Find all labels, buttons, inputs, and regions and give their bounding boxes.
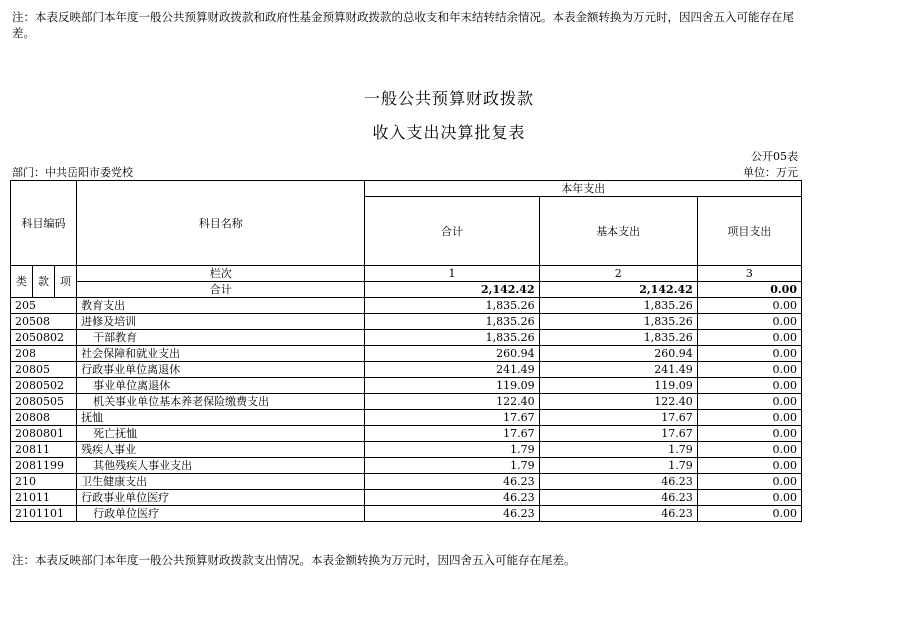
department-label: 部门：中共岳阳市委党校: [12, 166, 133, 179]
row-project: 0.00: [697, 506, 801, 522]
row-project: 0.00: [697, 362, 801, 378]
table-row: [11, 346, 802, 362]
row-project: 0.00: [697, 298, 801, 314]
row-total: 1.79: [365, 442, 539, 458]
row-name: 进修及培训: [77, 314, 365, 330]
row-total: 17.67: [365, 426, 539, 442]
table-row: [11, 442, 802, 458]
row-project: 0.00: [697, 394, 801, 410]
row-project: 0.00: [697, 474, 801, 490]
row-code: 20805: [11, 362, 77, 378]
row-basic: 1,835.26: [539, 314, 697, 330]
category-kuan: 款: [33, 266, 55, 298]
row-project: 0.00: [697, 410, 801, 426]
row-code: 20808: [11, 410, 77, 426]
table-row: [11, 490, 802, 506]
row-project: 0.00: [697, 490, 801, 506]
subject-name-header: 科目名称: [77, 181, 365, 266]
row-total: 46.23: [365, 506, 539, 522]
row-basic: 1,835.26: [539, 298, 697, 314]
row-code: 20508: [11, 314, 77, 330]
row-basic: 46.23: [539, 474, 697, 490]
row-basic: 1.79: [539, 442, 697, 458]
row-basic: 1,835.26: [539, 330, 697, 346]
row-total: 1,835.26: [365, 314, 539, 330]
table-row: [11, 394, 802, 410]
table-row: [11, 506, 802, 522]
row-total: 46.23: [365, 474, 539, 490]
row-name: 社会保障和就业支出: [77, 346, 365, 362]
row-total: 1,835.26: [365, 330, 539, 346]
row-name: 其他残疾人事业支出: [77, 458, 365, 474]
row-total: 17.67: [365, 410, 539, 426]
row-project: 0.00: [697, 346, 801, 362]
header-row-1: [11, 181, 802, 197]
total-row-label: 合计: [77, 282, 365, 298]
row-project: 0.00: [697, 442, 801, 458]
table-row: [11, 378, 802, 394]
row-code: 2050802: [11, 330, 77, 346]
row-total: 241.49: [365, 362, 539, 378]
basic-header: 基本支出: [539, 197, 697, 266]
row-name: 行政单位医疗: [77, 506, 365, 522]
table-row: [11, 330, 802, 346]
row-total: 122.40: [365, 394, 539, 410]
column-index-2: 2: [539, 266, 697, 282]
row-total: 1,835.26: [365, 298, 539, 314]
row-basic: 1.79: [539, 458, 697, 474]
total-row-project: 0.00: [697, 282, 801, 298]
row-total: 119.09: [365, 378, 539, 394]
total-row-basic: 2,142.42: [539, 282, 697, 298]
table-row: [11, 298, 802, 314]
row-code: 2080505: [11, 394, 77, 410]
category-xiang: 项: [55, 266, 77, 298]
row-code: 205: [11, 298, 77, 314]
table-row: [11, 458, 802, 474]
table-row: [11, 362, 802, 378]
row-project: 0.00: [697, 458, 801, 474]
table-row: [11, 314, 802, 330]
column-index-3: 3: [697, 266, 801, 282]
table-row: [11, 410, 802, 426]
column-index-label: 栏次: [77, 266, 365, 282]
report-subtitle: 收入支出决算批复表: [372, 123, 526, 142]
row-name: 抚恤: [77, 410, 365, 426]
row-total: 46.23: [365, 490, 539, 506]
row-total: 260.94: [365, 346, 539, 362]
category-lei: 类: [11, 266, 33, 298]
row-basic: 46.23: [539, 490, 697, 506]
row-code: 20811: [11, 442, 77, 458]
column-index-row: [11, 266, 802, 282]
row-basic: 241.49: [539, 362, 697, 378]
row-total: 1.79: [365, 458, 539, 474]
row-code: 2080502: [11, 378, 77, 394]
total-row-total: 2,142.42: [365, 282, 539, 298]
row-project: 0.00: [697, 426, 801, 442]
row-code: 2101101: [11, 506, 77, 522]
project-header: 项目支出: [697, 197, 801, 266]
row-basic: 122.40: [539, 394, 697, 410]
subject-code-header: 科目编码: [11, 181, 77, 266]
row-code: 21011: [11, 490, 77, 506]
row-code: 2080801: [11, 426, 77, 442]
row-project: 0.00: [697, 314, 801, 330]
row-basic: 46.23: [539, 506, 697, 522]
row-basic: 260.94: [539, 346, 697, 362]
row-name: 教育支出: [77, 298, 365, 314]
table-row: [11, 426, 802, 442]
report-title: 一般公共预算财政拨款: [363, 89, 534, 108]
row-name: 机关事业单位基本养老保险缴费支出: [77, 394, 365, 410]
total-header: 合计: [365, 197, 539, 266]
row-name: 行政事业单位医疗: [77, 490, 365, 506]
row-code: 208: [11, 346, 77, 362]
row-name: 卫生健康支出: [77, 474, 365, 490]
row-name: 行政事业单位离退休: [77, 362, 365, 378]
row-name: 残疾人事业: [77, 442, 365, 458]
column-index-1: 1: [365, 266, 539, 282]
table-row: [11, 474, 802, 490]
row-code: 2081199: [11, 458, 77, 474]
row-basic: 119.09: [539, 378, 697, 394]
row-name: 事业单位离退休: [77, 378, 365, 394]
row-basic: 17.67: [539, 426, 697, 442]
row-name: 死亡抚恤: [77, 426, 365, 442]
row-code: 210: [11, 474, 77, 490]
row-name: 干部教育: [77, 330, 365, 346]
unit-label: 单位：万元: [743, 166, 798, 179]
year-expenditure-header: 本年支出: [365, 181, 802, 197]
form-code: 公开05表: [751, 150, 798, 163]
top-note: 注：本表反映部门本年度一般公共预算财政拨款和政府性基金预算财政拨款的总收支和年末结转结余情况。本表金额转换为万元时，因四舍五入可能存在尾差。: [12, 10, 794, 40]
total-row: [11, 282, 802, 298]
row-project: 0.00: [697, 378, 801, 394]
expenditure-table: [10, 180, 802, 522]
row-project: 0.00: [697, 330, 801, 346]
row-basic: 17.67: [539, 410, 697, 426]
bottom-note: 注：本表反映部门本年度一般公共预算财政拨款支出情况。本表金额转换为万元时，因四舍五入可能存在尾差。: [12, 553, 576, 567]
